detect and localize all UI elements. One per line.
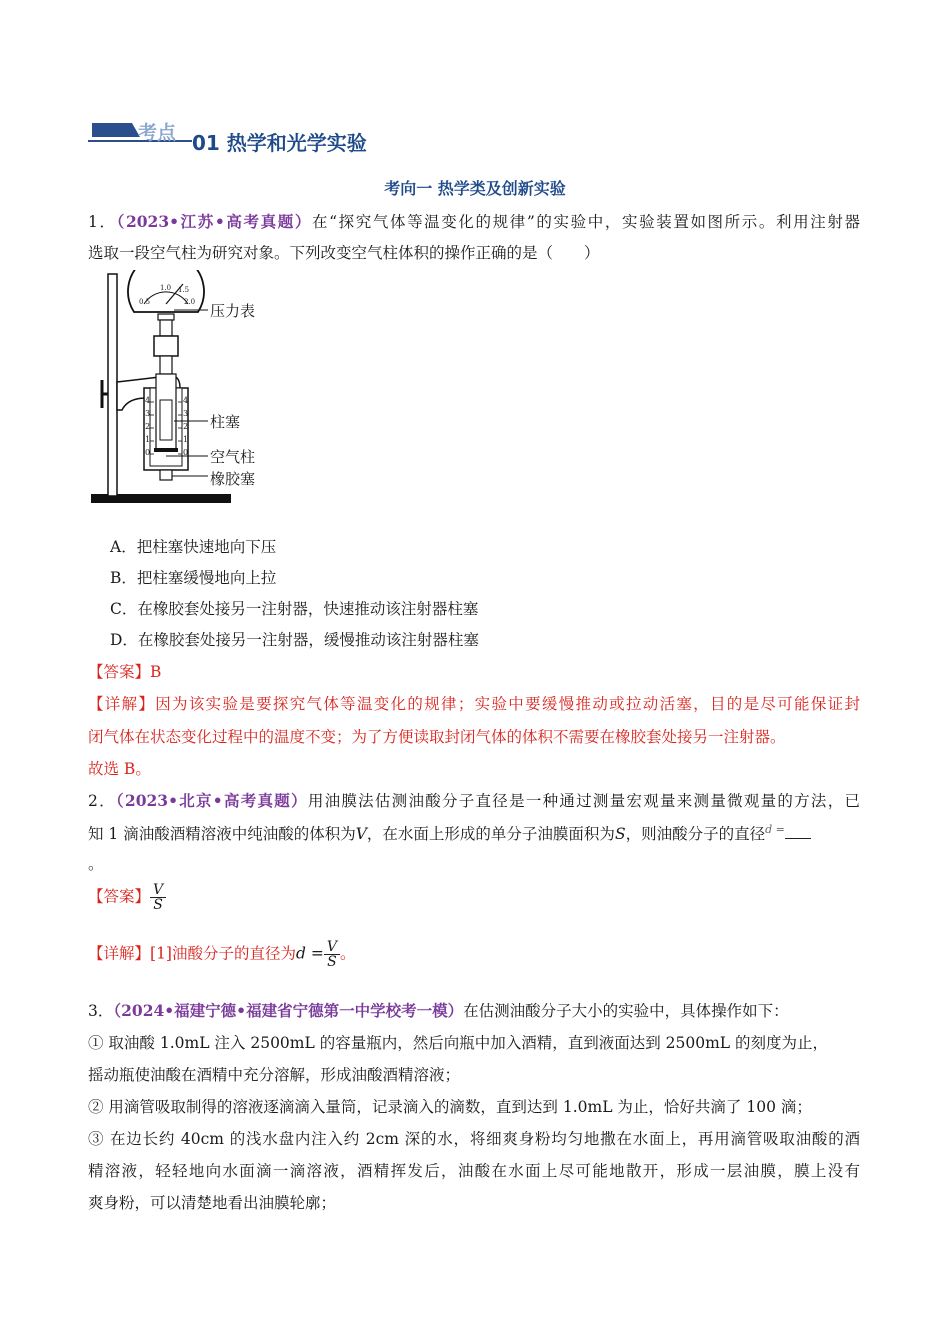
- label-gauge: 压力表: [210, 302, 256, 320]
- q3-step3-line1: ③ 在边长约 40cm 的浅水盘内注入约 2cm 深的水，将细爽身粉均匀地撒在水面上，再用滴管吸取油酸的酒: [88, 1130, 860, 1148]
- q2-answer-num: V: [150, 883, 166, 898]
- q3-line1: [88, 999, 789, 1021]
- q2-stem-line3: 。: [88, 855, 104, 873]
- section-title: 考向一 热学类及创新实验: [384, 179, 566, 198]
- scale-tick-right-2: 2: [183, 422, 189, 431]
- q2-detail-d: d: [295, 944, 306, 963]
- gauge-tick-4: 2.0: [184, 298, 196, 306]
- q1-answer-label: 【答案】: [88, 663, 151, 681]
- q2-answer-fraction: [150, 883, 166, 912]
- q1-answer-value: B: [150, 663, 162, 681]
- q2-detail-num: V: [324, 940, 340, 955]
- scale-tick-left-2: 2: [145, 422, 151, 431]
- scale-tick-right-1: 1: [183, 435, 189, 444]
- q1-option-b[interactable]: B．把柱塞缓慢地向上拉: [110, 569, 277, 587]
- q2-stem-b: ，在水面上形成的单分子油膜面积为: [366, 825, 615, 843]
- q3-step1-line1: ① 取油酸 1.0mL 注入 2500mL 的容量瓶内，然后向瓶中加入酒精，直到液面达到 2500mL 的刻度为止，: [88, 1034, 829, 1052]
- scale-tick-left-3: 3: [145, 409, 151, 418]
- scale-tick-right-0: 0: [183, 448, 189, 457]
- q2-answer-blank[interactable]: [785, 824, 811, 839]
- gauge-tick-1: 1.0: [160, 284, 172, 292]
- q2-detail-eq: =: [310, 944, 324, 963]
- q3-step2: ② 用滴管吸取制得的溶液逐滴滴入量筒，记录滴入的滴数，直到达到 1.0mL 为止，恰好共滴了 100 滴；: [88, 1098, 812, 1116]
- q1-option-c[interactable]: C．在橡胶套处接另一注射器，快速推动该注射器柱塞: [110, 600, 479, 618]
- label-air-column: 空气柱: [210, 448, 256, 466]
- q2-detail-end: 。: [339, 944, 356, 963]
- page-title: 01 热学和光学实验: [192, 131, 367, 155]
- apparatus-figure: [88, 270, 278, 510]
- q3-step1-line2: 摇动瓶使油酸在酒精中充分溶解，形成油酸酒精溶液；: [88, 1066, 461, 1084]
- q3-step3-line2: 精溶液，轻轻地向水面滴一滴溶液，酒精挥发后，油酸在水面上尽可能地散开，形成一层油膜，膜上没有: [88, 1162, 860, 1180]
- q3-number: 3．: [88, 1002, 114, 1020]
- q2-number: 2．: [88, 792, 116, 810]
- q2-answer-label: 【答案】: [88, 887, 151, 906]
- q2-var-v: V: [355, 825, 367, 843]
- q2-answer: [88, 883, 166, 912]
- q3-step3-line3: 爽身粉，可以清楚地看出油膜轮廓；: [88, 1194, 337, 1212]
- q2-line1: [88, 789, 860, 811]
- q2-stem-a: 知 1 滴油酸酒精溶液中纯油酸的体积为: [88, 825, 356, 843]
- q2-detail-text: [1]油酸分子的直径为: [150, 944, 296, 963]
- scale-tick-right-4: 4: [183, 396, 189, 405]
- label-plunger: 柱塞: [210, 413, 241, 431]
- q1-answer: [88, 660, 161, 682]
- q2-line2: [88, 822, 811, 844]
- scale-tick-left-1: 1: [145, 435, 151, 444]
- q1-detail-label: 【详解】: [88, 695, 156, 713]
- q2-var-d: d: [765, 822, 773, 836]
- q3-source: （2024•福建宁德•福建省宁德第一中学校考一模）: [113, 1001, 464, 1020]
- q1-stem-line2: 选取一段空气柱为研究对象。下列改变空气柱体积的操作正确的是（ ）: [88, 244, 600, 262]
- q2-var-s: S: [614, 825, 626, 843]
- header-badge-text: 考点: [138, 122, 177, 144]
- q1-detail-line3: 故选 B。: [88, 760, 151, 778]
- scale-tick-left-4: 4: [145, 396, 151, 405]
- q2-eq: =: [775, 822, 785, 836]
- header-badge: [88, 121, 192, 147]
- q1-detail-line2: 闭气体在状态变化过程中的温度不变；为了方便读取封闭气体的体积不需要在橡胶套处接另一注射器。: [88, 728, 786, 746]
- q2-stem-c: ，则油酸分子的直径: [625, 825, 766, 843]
- q1-option-d[interactable]: D．在橡胶套处接另一注射器，缓慢推动该注射器柱塞: [110, 631, 479, 649]
- q2-answer-den: S: [153, 897, 163, 913]
- q1-stem-line1: 在“探究气体等温变化的规律”的实验中，实验装置如图所示。利用注射器: [311, 213, 860, 231]
- q2-detail: [88, 940, 356, 969]
- gauge-tick-3: 0.5: [139, 298, 151, 306]
- q1-detail-line1: [88, 692, 860, 714]
- q3-stem: 在估测油酸分子大小的实验中，具体操作如下：: [463, 1002, 789, 1020]
- q1-detail-text1: 因为该实验是要探究气体等温变化的规律；实验中要缓慢推动或拉动活塞，目的是尽可能保证封: [155, 695, 860, 713]
- q1-option-a[interactable]: A．把柱塞快速地向下压: [110, 538, 277, 556]
- q2-detail-label: 【详解】: [88, 944, 151, 963]
- q1-source: （2023•江苏•高考真题）: [116, 212, 312, 231]
- q1-line1: [88, 210, 860, 232]
- q2-stem-line1: 用油膜法估测油酸分子直径是一种通过测量宏观量来测量微观量的方法，已: [307, 792, 860, 810]
- q2-detail-fraction: [324, 940, 340, 969]
- gauge-tick-2: 1.5: [178, 286, 190, 294]
- scale-tick-left-0: 0: [145, 448, 151, 457]
- q1-number: 1．: [88, 213, 117, 231]
- scale-tick-right-3: 3: [183, 409, 189, 418]
- q2-detail-den: S: [327, 954, 337, 970]
- q2-source: （2023•北京•高考真题）: [115, 791, 308, 810]
- label-rubber-stopper: 橡胶塞: [210, 470, 256, 488]
